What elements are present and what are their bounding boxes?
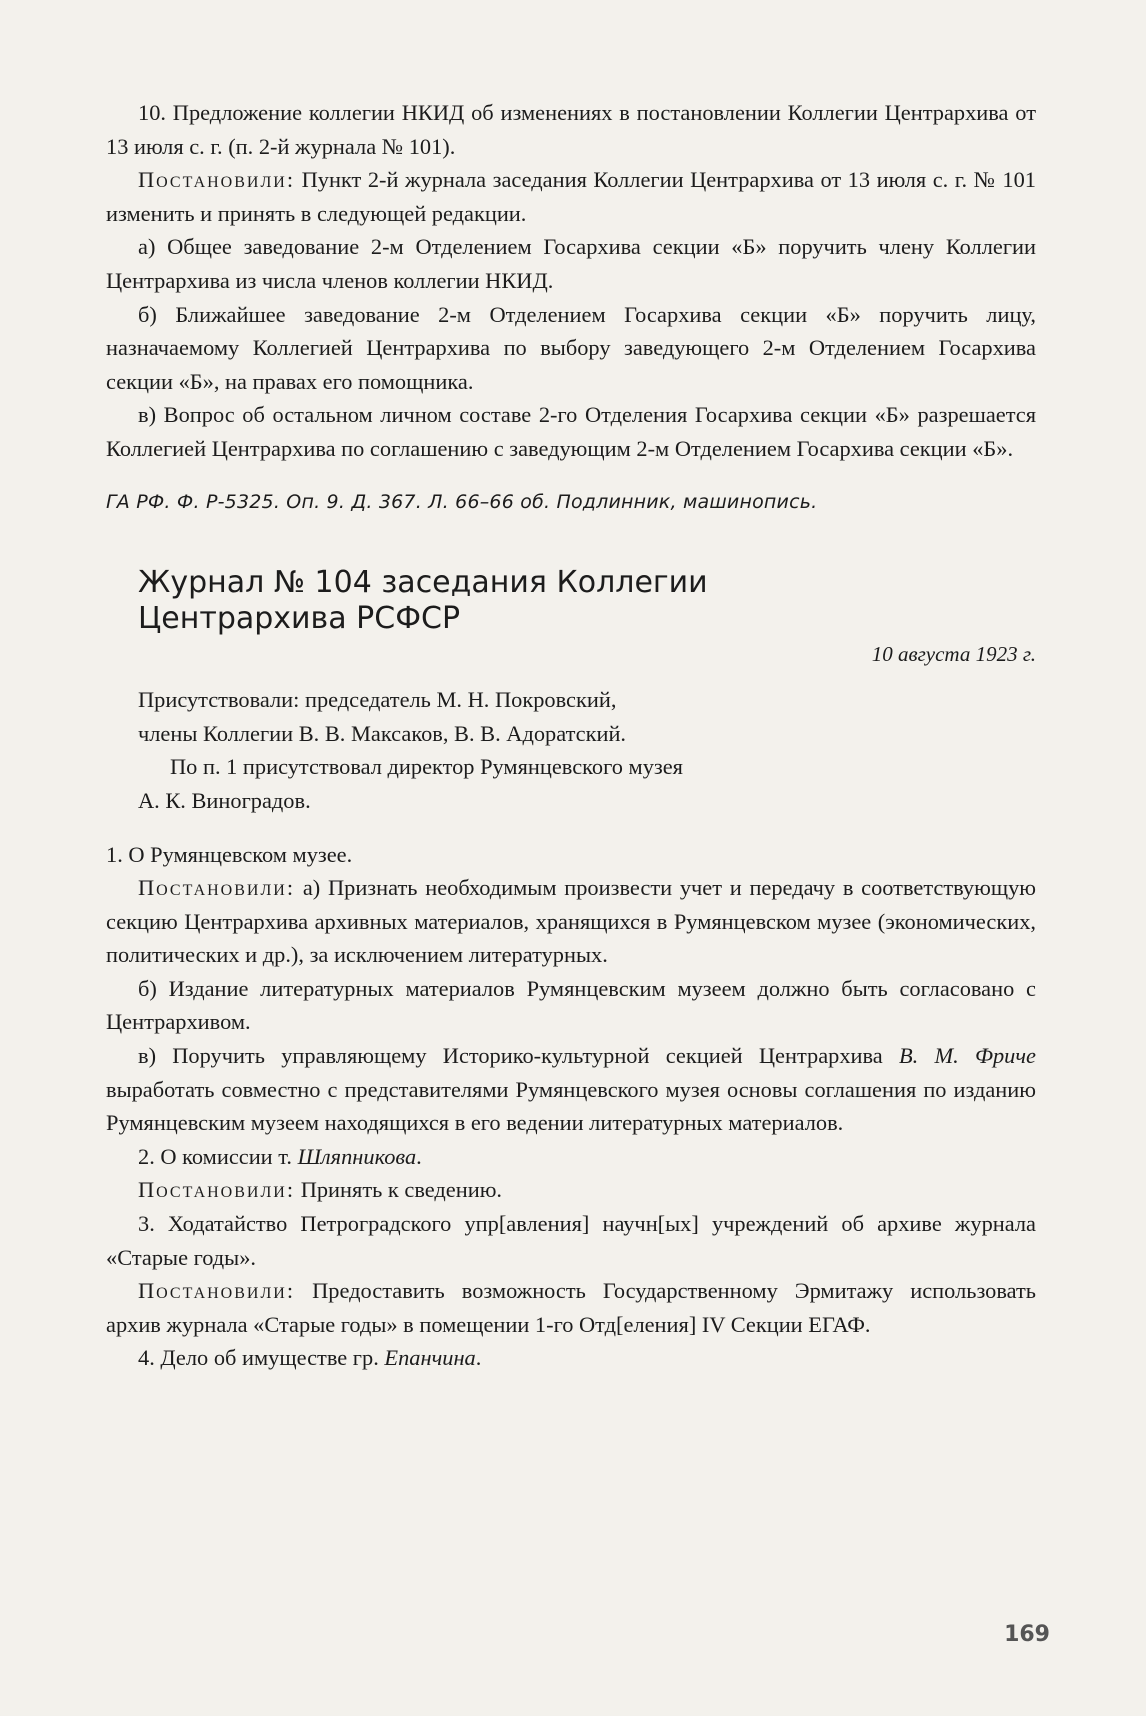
item-4-heading-post: . bbox=[475, 1345, 482, 1371]
person-name-epanchin: Епанчина bbox=[384, 1345, 476, 1371]
item-3-heading: 3. Ходатайство Петроградского упр[авления] научн[ых] учреждений об архиве журнала «Старые годы». bbox=[106, 1211, 1036, 1270]
item-3-resolution-text: Предоставить возможность Государственному Эрмитажу использовать архив журнала «Старые годы» в помещении 1-го Отд[еления] IV Секции ЕГАФ. bbox=[106, 1278, 1036, 1337]
attendees-block bbox=[106, 683, 1036, 817]
item-10-heading: 10. Предложение коллегии НКИД об изменениях в постановлении Коллегии Центрархива от 13 июля с. г. (п. 2-й журнала № 101). bbox=[106, 100, 1036, 159]
item-2-resolution bbox=[106, 1173, 1036, 1207]
attendees-line-2: члены Коллегии В. В. Максаков, В. В. Адоратский. bbox=[138, 720, 627, 746]
resolved-label: Постановили: bbox=[138, 875, 296, 901]
item-10-resolution-text: Пункт 2-й журнала заседания Коллегии Центрархива от 13 июля с. г. № 101 изменить и принять в следующей редакции. bbox=[106, 167, 1036, 226]
item-1-resolution-c-pre: в) Поручить управляющему Историко-культурной секцией Центрархива bbox=[138, 1043, 899, 1069]
item-1-resolution-c-post: выработать совместно с представителями Румянцевского музея основы соглашения по изданию Румянцевским музеем находящихся в его ведении литературных материалов. bbox=[106, 1076, 1036, 1136]
item-1-resolution-a bbox=[106, 871, 1036, 972]
item-4-heading bbox=[106, 1341, 1036, 1375]
item-1-resolution-a-text: а) Признать необходимым произвести учет и передачу в соответствующую секцию Центрархива архивных материалов, хранящихся в Румянцевском музее (экономических, политических и др.), за исключением литературных. bbox=[106, 875, 1036, 968]
item-10-subpoint-b: б) Ближайшее заведование 2-м Отделением Госархива секции «Б» поручить лицу, назначаемому Коллегией Центрархива по выбору заведующего 2-м Отделением Госархива секции «Б», на правах его помощника. bbox=[106, 301, 1036, 394]
item-4-heading-pre: 4. Дело об имуществе гр. bbox=[138, 1345, 385, 1371]
attendees-line-1: Присутствовали: председатель М. Н. Покровский, bbox=[138, 687, 617, 713]
journal-heading-line-1: Журнал № 104 заседания Коллегии bbox=[138, 565, 708, 601]
item-10-subpoint-a: а) Общее заведование 2-м Отделением Госархива секции «Б» поручить члену Коллегии Центрархива из числа членов коллегии НКИД. bbox=[106, 234, 1036, 293]
item-2-heading bbox=[106, 1140, 1036, 1174]
resolved-label: Постановили: bbox=[138, 1177, 296, 1203]
person-name-friche: В. М. Фриче bbox=[898, 1043, 1036, 1069]
item-2-heading-pre: 2. О комиссии т. bbox=[138, 1143, 298, 1169]
item-1-heading: 1. О Румянцевском музее. bbox=[106, 841, 353, 867]
item-10-subpoint-c: в) Вопрос об остальном личном составе 2-го Отделения Госархива секции «Б» разрешается Коллегией Центрархива по соглашению с заведующим 2-м Отделением Госархива секции «Б». bbox=[106, 402, 1036, 461]
item-3-resolution bbox=[106, 1274, 1036, 1341]
attendees-line-3-text: По п. 1 присутствовал директор Румянцевского музея bbox=[170, 754, 683, 780]
attendees-line-3 bbox=[138, 750, 1036, 784]
person-name-shlyapnikov: Шляпникова bbox=[297, 1143, 417, 1169]
journal-heading-line-2: Центрархива РСФСР bbox=[138, 601, 461, 637]
journal-heading bbox=[138, 565, 1036, 637]
item-1-resolution-b: б) Издание литературных материалов Румянцевским музеем должно быть согласовано с Центрархивом. bbox=[106, 975, 1036, 1035]
item-1-resolution-c bbox=[106, 1039, 1036, 1140]
resolved-label: Постановили: bbox=[138, 167, 296, 193]
document-page bbox=[106, 96, 1036, 1375]
archive-source-reference: ГА РФ. Ф. Р-5325. Оп. 9. Д. 367. Л. 66–66 об. Подлинник, машинопись. bbox=[106, 490, 818, 513]
page-number: 169 bbox=[1004, 1622, 1050, 1647]
attendees-line-4: А. К. Виноградов. bbox=[138, 787, 311, 813]
item-2-resolution-text: Принять к сведению. bbox=[295, 1177, 503, 1203]
item-2-heading-post: . bbox=[416, 1143, 422, 1169]
item-10-resolution bbox=[106, 163, 1036, 230]
meeting-date: 10 августа 1923 г. bbox=[871, 642, 1036, 667]
resolved-label: Постановили: bbox=[138, 1278, 296, 1304]
